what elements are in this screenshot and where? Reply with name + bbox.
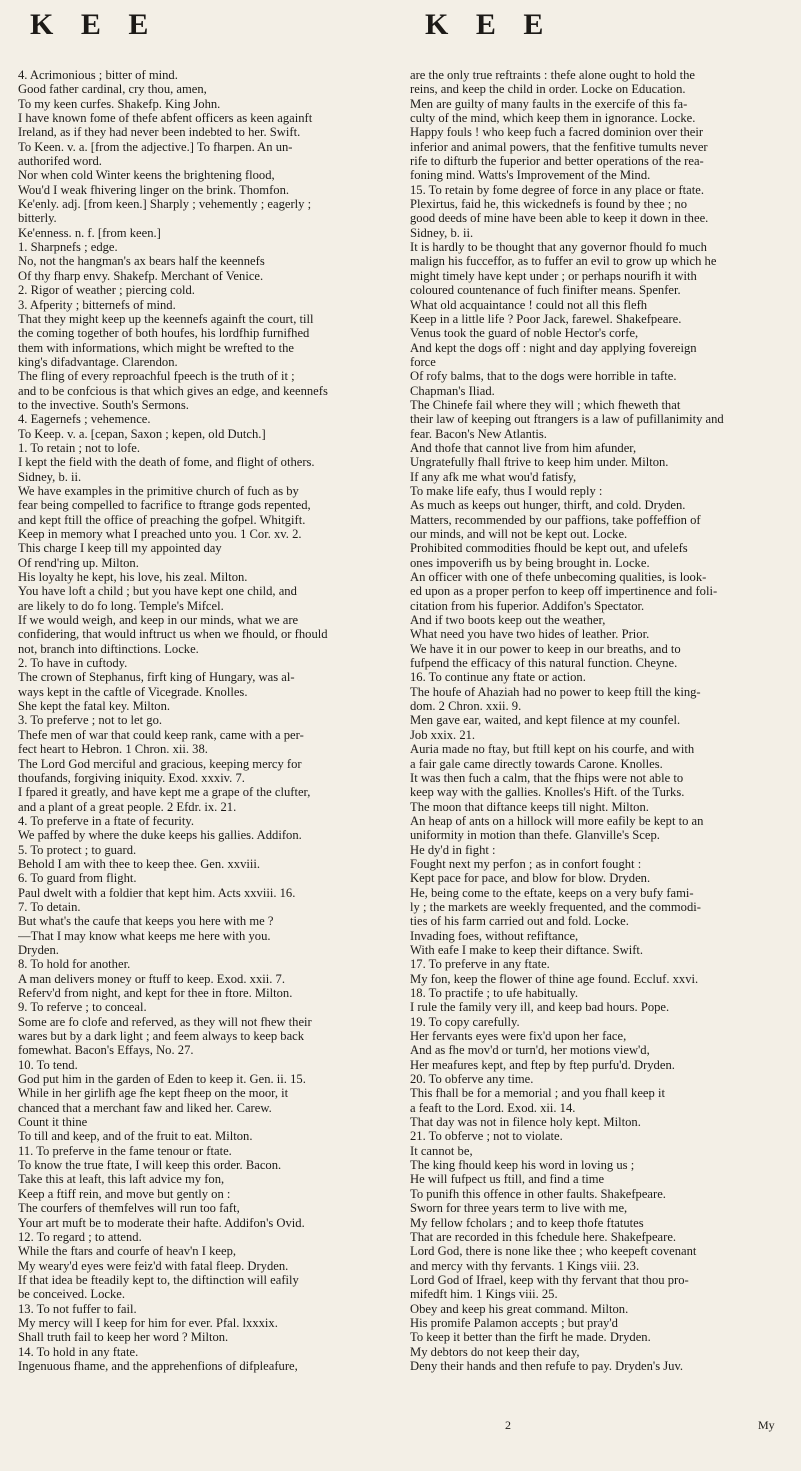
- text-line: dom. 2 Chron. xxii. 9.: [410, 699, 522, 714]
- text-line: Keep a ftiff rein, and move but gently on :: [18, 1186, 231, 1201]
- text-line: Her meafures kept, and ftep by ftep purfu'd. Dryden.: [410, 1057, 675, 1072]
- text-line: Happy fouls ! who keep fuch a facred dominion over their: [410, 125, 704, 140]
- catchword: My: [758, 1418, 775, 1432]
- text-line: That are recorded in this fchedule here. Shakefpeare.: [410, 1229, 677, 1244]
- text-line: We have examples in the primitive church of fuch as by: [18, 483, 299, 498]
- text-line: What need you have two hides of leather. Prior.: [410, 627, 650, 642]
- text-line: culty of the mind, which keep them in ignorance. Locke.: [410, 111, 696, 126]
- text-line: Deny their hands and then refufe to pay. Dryden's Juv.: [410, 1358, 684, 1373]
- text-line: To punifh this offence in other faults. Shakefpeare.: [410, 1186, 666, 1201]
- text-line: 5. To protect ; to guard.: [18, 842, 137, 857]
- text-line: fect heart to Hebron. 1 Chron. xii. 38.: [18, 742, 208, 757]
- text-line: 18. To practife ; to ufe habitually.: [410, 986, 579, 1000]
- text-line: Lord God, there is none like thee ; who keepeft covenant: [410, 1244, 697, 1259]
- text-line: keep way with the gallies. Knolles's Hift. of the Turks.: [410, 785, 685, 800]
- text-line: To know the true ftate, I will keep this order. Bacon.: [18, 1158, 282, 1173]
- text-line: citation from his fuperior. Addifon's Spectator.: [410, 598, 645, 613]
- text-line: Dryden.: [18, 942, 59, 957]
- text-line: Plexirtus, faid he, this wickednefs is found by thee ; no: [410, 197, 688, 212]
- text-line: I rule the family very ill, and keep bad hours. Pope.: [410, 1000, 670, 1015]
- text-line: 14. To hold in any ftate.: [18, 1344, 139, 1359]
- text-line: Prohibited commodities fhould be kept out, and ufelefs: [410, 541, 688, 556]
- text-line: Wou'd I weak fhivering linger on the brink. Thomfon.: [18, 182, 290, 197]
- text-line: good deeds of mine have been able to keep it down in thee.: [410, 211, 709, 226]
- text-line: Count it thine: [18, 1115, 88, 1130]
- text-line: ties of his farm carried out and fold. Locke.: [410, 914, 629, 929]
- text-line: 3. Afperity ; bitternefs of mind.: [18, 297, 176, 312]
- page-footer: [0, 1418, 801, 1458]
- text-line: Obey and keep his great command. Milton.: [410, 1301, 629, 1316]
- text-line: confidering, that would inftruct us when we fhould, or fhould: [18, 627, 328, 642]
- text-line: and a plant of a great people. 2 Efdr. ix. 21.: [18, 799, 237, 814]
- text-line: foning mind. Watts's Improvement of the Mind.: [410, 168, 651, 183]
- text-line: —That I may know what keeps me here with you.: [18, 928, 271, 943]
- text-line: Auria made no ftay, but ftill kept on his courfe, and with: [410, 742, 695, 757]
- text-line: be conceived. Locke.: [18, 1287, 125, 1302]
- text-line: fear. Bacon's New Atlantis.: [410, 426, 547, 441]
- text-line: them with informations, which might be wrefted to the: [18, 340, 294, 355]
- text-line: and to be confcious is that which gives an edge, and keennefs: [18, 383, 328, 398]
- text-line: Matters, recommended by our paffions, take poffeffion of: [410, 512, 701, 527]
- text-line: Take this at leaft, this laft advice my fon,: [18, 1172, 225, 1187]
- text-line: Sidney, b. ii.: [410, 225, 474, 240]
- text-line: And if two boots keep out the weather,: [410, 613, 606, 628]
- text-line: He will fufpect us ftill, and find a time: [410, 1172, 605, 1187]
- text-line: 4. Eagernefs ; vehemence.: [18, 412, 151, 427]
- text-line: Of rend'ring up. Milton.: [18, 555, 139, 570]
- text-line: Ke'enly. adj. [from keen.] Sharply ; vehemently ; eagerly ;: [18, 197, 312, 212]
- text-line: If we would weigh, and keep in our minds, what we are: [18, 613, 299, 628]
- text-line: My mercy will I keep for him for ever. Pfal. lxxxix.: [18, 1315, 278, 1330]
- text-line: To my keen curfes. Shakefp. King John.: [18, 96, 221, 111]
- text-line: 20. To obferve any time.: [410, 1072, 534, 1087]
- text-line: fomewhat. Bacon's Effays, No. 27.: [18, 1043, 194, 1058]
- text-line: might timely have kept under ; or perhaps nourifh it with: [410, 268, 697, 283]
- text-line: and kept ftill the office of preaching the gofpel. Whitgift.: [18, 512, 306, 527]
- text-line: He dy'd in fight :: [410, 842, 496, 857]
- text-line: My fon, keep the flower of thine age found. Eccluf. xxvi.: [410, 971, 699, 986]
- text-line: 7. To detain.: [18, 899, 81, 914]
- text-line: reins, and keep the child in order. Locke on Education.: [410, 82, 686, 97]
- text-line: 8. To hold for another.: [18, 957, 131, 972]
- text-line: Ke'enness. n. f. [from keen.]: [18, 225, 161, 240]
- text-line: 6. To guard from flight.: [18, 871, 137, 886]
- text-line: You have loft a child ; but you have kept one child, and: [18, 584, 297, 599]
- text-line: The Lord God merciful and gracious, keeping mercy for: [18, 756, 302, 771]
- text-line: 4. Acrimonious ; bitter of mind.: [18, 68, 178, 82]
- page-header: [0, 8, 801, 48]
- text-line: chanced that a merchant faw and liked her. Carew.: [18, 1100, 272, 1115]
- text-line: fufpend the efficacy of this natural function. Cheyne.: [410, 656, 678, 671]
- text-line: 4. To preferve in a ftate of fecurity.: [18, 813, 195, 828]
- text-line: 2. To have in cuftody.: [18, 656, 128, 671]
- text-line: This fhall be for a memorial ; and you fhall keep it: [410, 1086, 665, 1101]
- text-line: Of rofy balms, that to the dogs were horrible in tafte.: [410, 369, 677, 384]
- text-line: are the only true reftraints : thefe alone ought to hold the: [410, 68, 696, 82]
- text-line: Shall truth fail to keep her word ? Milton.: [18, 1330, 229, 1345]
- text-line: our minds, and will not be kept out. Locke.: [410, 527, 628, 541]
- text-line: Chapman's Iliad.: [410, 383, 495, 398]
- text-line: With eafe I make to keep their diftance. Swift.: [410, 942, 644, 957]
- text-line: Lord God of Ifrael, keep with thy fervant that thou pro-: [410, 1272, 689, 1287]
- text-line: No, not the hangman's ax bears half the keennefs: [18, 254, 265, 269]
- text-line: inferior and animal powers, that the fenfitive tumults never: [410, 139, 708, 154]
- text-line: Referv'd from night, and kept for thee in ftore. Milton.: [18, 986, 293, 1000]
- text-line: The fling of every reproachful fpeech is the truth of it ;: [18, 369, 295, 384]
- text-line: My weary'd eyes were feiz'd with fatal fleep. Dryden.: [18, 1258, 289, 1273]
- text-line: Keep in a little life ? Poor Jack, farewel. Shakefpeare.: [410, 311, 682, 326]
- right-column: [410, 68, 782, 1373]
- text-line: their law of keeping out ftrangers is a law of pufillanimity and: [410, 412, 724, 427]
- running-head-right: K E E: [425, 8, 554, 41]
- text-line: Invading foes, without refiftance,: [410, 928, 579, 943]
- text-line: His loyalty he kept, his love, his zeal. Milton.: [18, 570, 248, 585]
- text-line: The moon that diftance keeps till night. Milton.: [410, 799, 649, 814]
- text-line: Kept pace for pace, and blow for blow. Dryden.: [410, 871, 651, 886]
- text-line: An heap of ants on a hillock will more eafily be kept to an: [410, 813, 704, 828]
- text-line: The crown of Stephanus, firft king of Hungary, was al-: [18, 670, 295, 685]
- text-line: Keep in memory what I preached unto you. 1 Cor. xv. 2.: [18, 527, 302, 541]
- text-line: Paul dwelt with a foldier that kept him. Acts xxviii. 16.: [18, 885, 296, 900]
- text-line: the coming together of both houfes, his lordfhip furnifhed: [18, 326, 310, 341]
- text-line: a feaft to the Lord. Exod. xii. 14.: [410, 1100, 576, 1115]
- text-line: mifedft him. 1 Kings viii. 25.: [410, 1287, 558, 1302]
- text-line: The Chinefe fail where they will ; which fheweth that: [410, 397, 681, 412]
- text-line: Some are fo clofe and referved, as they will not fhew their: [18, 1014, 312, 1029]
- text-line: It is hardly to be thought that any governor fhould fo much: [410, 240, 707, 255]
- text-line: The courfers of themfelves will run too faft,: [18, 1201, 240, 1216]
- text-line: king's difadvantage. Clarendon.: [18, 354, 178, 369]
- text-line: are likely to do fo long. Temple's Mifcel.: [18, 598, 224, 613]
- text-line: To keep it better than the firft he made. Dryden.: [410, 1330, 651, 1345]
- text-line: Job xxix. 21.: [410, 727, 476, 742]
- text-line: We paffed by where the duke keeps his gallies. Addifon.: [18, 828, 302, 843]
- text-line: bitterly.: [18, 211, 57, 226]
- text-line: Fought next my perfon ; as in confort fought :: [410, 856, 642, 871]
- text-line: Good father cardinal, cry thou, amen,: [18, 82, 207, 97]
- text-line: wares but by a dark light ; and feem always to keep back: [18, 1029, 305, 1044]
- text-line: a fair gale came directly towards Carone. Knolles.: [410, 756, 663, 771]
- text-line: force: [410, 354, 436, 369]
- text-line: 13. To not fuffer to fail.: [18, 1301, 137, 1316]
- text-line: 1. Sharpnefs ; edge.: [18, 240, 118, 255]
- text-line: Sworn for three years term to live with me,: [410, 1201, 628, 1216]
- text-line: 9. To referve ; to conceal.: [18, 1000, 147, 1015]
- signature-mark: 2: [505, 1418, 511, 1432]
- text-line: thoufands, forgiving iniquity. Exod. xxxiv. 7.: [18, 770, 245, 785]
- text-line: and mercy with thy fervants. 1 Kings viii. 23.: [410, 1258, 640, 1273]
- text-line: 19. To copy carefully.: [410, 1014, 520, 1029]
- text-line: Sidney, b. ii.: [18, 469, 82, 484]
- text-line: 3. To preferve ; not to let go.: [18, 713, 163, 728]
- text-line: I have known fome of thefe abfent officers as keen againft: [18, 111, 313, 126]
- text-line: 2. Rigor of weather ; piercing cold.: [18, 283, 195, 298]
- text-line: Your art muft be to moderate their hafte. Addifon's Ovid.: [18, 1215, 305, 1230]
- text-line: And as fhe mov'd or turn'd, her motions view'd,: [410, 1043, 650, 1058]
- text-line: If that idea be fteadily kept to, the diftinction will eafily: [18, 1272, 299, 1287]
- text-line: An officer with one of thefe unbecoming qualities, is look-: [410, 570, 707, 585]
- text-line: It cannot be,: [410, 1143, 473, 1158]
- text-line: Ingenuous fhame, and the apprehenfions of difpleafure,: [18, 1358, 298, 1373]
- running-head-left: K E E: [30, 8, 159, 41]
- text-line: To make life eafy, thus I would reply :: [410, 483, 603, 498]
- text-line: 17. To preferve in any ftate.: [410, 957, 550, 972]
- text-line: 11. To preferve in the fame tenour or ftate.: [18, 1143, 232, 1158]
- text-line: Ireland, as if they had never been indebted to her. Swift.: [18, 125, 301, 140]
- text-line: As much as keeps out hunger, thirft, and cold. Dryden.: [410, 498, 686, 513]
- text-line: While in her girlifh age fhe kept fheep on the moor, it: [18, 1086, 289, 1101]
- text-line: To till and keep, and of the fruit to eat. Milton.: [18, 1129, 253, 1144]
- text-line: coloured countenance of fuch finifter means. Spenfer.: [410, 283, 681, 298]
- text-line: It was then fuch a calm, that the fhips were not able to: [410, 770, 684, 785]
- text-line: Men gave ear, waited, and kept filence at my counfel.: [410, 713, 681, 728]
- text-line: That they might keep up the keennefs againft the court, till: [18, 311, 314, 326]
- text-line: malign his fucceffor, as to fuffer an evil to grow up which he: [410, 254, 717, 269]
- text-line: 21. To obferve ; not to violate.: [410, 1129, 563, 1144]
- text-line: The houfe of Ahaziah had no power to keep ftill the king-: [410, 684, 701, 699]
- text-line: ways kept in the caftle of Vicegrade. Knolles.: [18, 684, 248, 699]
- text-line: While the ftars and courfe of heav'n I keep,: [18, 1244, 237, 1259]
- text-line: To Keep. v. a. [cepan, Saxon ; kepen, old Dutch.]: [18, 426, 266, 441]
- text-line: ones impoverifh us by being brought in. Locke.: [410, 555, 650, 570]
- text-line: uniformity in motion than thefe. Glanville's Scep.: [410, 828, 660, 843]
- text-line: If any afk me what wou'd fatisfy,: [410, 469, 577, 484]
- text-line: And thofe that cannot live from him afunder,: [410, 440, 637, 455]
- text-line: Nor when cold Winter keens the brightening flood,: [18, 168, 275, 183]
- text-line: That day was not in filence holy kept. Milton.: [410, 1115, 641, 1130]
- text-line: ed upon as a proper perfon to keep off impertinence and foli-: [410, 584, 718, 599]
- text-line: We have it in our power to keep in our breaths, and to: [410, 641, 681, 656]
- text-line: Of thy fharp envy. Shakefp. Merchant of Venice.: [18, 268, 264, 283]
- text-line: Ungratefully fhall ftrive to keep him under. Milton.: [410, 455, 669, 470]
- text-line: Venus took the guard of noble Hector's corfe,: [410, 326, 639, 341]
- text-line: I fpared it greatly, and have kept me a grape of the clufter,: [18, 785, 311, 800]
- text-line: A man delivers money or ftuff to keep. Exod. xxii. 7.: [18, 971, 285, 986]
- left-column: [18, 68, 390, 1373]
- text-line: fear being compelled to facrifice to ftrange gods repented,: [18, 498, 311, 513]
- text-line: 16. To continue any ftate or action.: [410, 670, 586, 685]
- text-line: To Keen. v. a. [from the adjective.] To fharpen. An un-: [18, 139, 293, 154]
- text-line: But what's the caufe that keeps you here with me ?: [18, 914, 274, 929]
- text-line: My fellow fcholars ; and to keep thofe ftatutes: [410, 1215, 644, 1230]
- text-line: I kept the field with the death of fome, and flight of others.: [18, 455, 315, 470]
- text-line: My debtors do not keep their day,: [410, 1344, 580, 1359]
- text-line: rife to difturb the fuperior and better operations of the rea-: [410, 154, 704, 169]
- text-line: 12. To regard ; to attend.: [18, 1229, 142, 1244]
- text-line: The king fhould keep his word in loving us ;: [410, 1158, 635, 1173]
- text-line: not, branch into diftinctions. Locke.: [18, 641, 199, 656]
- text-line: Men are guilty of many faults in the exercife of this fa-: [410, 96, 688, 111]
- text-line: 15. To retain by fome degree of force in any place or ftate.: [410, 182, 705, 197]
- text-line: 10. To tend.: [18, 1057, 78, 1072]
- text-line: Behold I am with thee to keep thee. Gen. xxviii.: [18, 856, 261, 871]
- text-line: He, being come to the eftate, keeps on a very bufy fami-: [410, 885, 694, 900]
- text-line: His promife Palamon accepts ; but pray'd: [410, 1315, 618, 1330]
- text-line: to the invective. South's Sermons.: [18, 397, 189, 412]
- text-line: What old acquaintance ! could not all this flefh: [410, 297, 648, 312]
- text-line: ly ; the markets are weekly frequented, and the commodi-: [410, 899, 701, 914]
- text-line: authorifed word.: [18, 154, 102, 169]
- text-line: 1. To retain ; not to lofe.: [18, 440, 141, 455]
- text-line: God put him in the garden of Eden to keep it. Gen. ii. 15.: [18, 1072, 306, 1087]
- text-line: And kept the dogs off : night and day applying fovereign: [410, 340, 697, 355]
- text-line: She kept the fatal key. Milton.: [18, 699, 171, 714]
- text-line: This charge I keep till my appointed day: [18, 541, 222, 556]
- text-line: Her fervants eyes were fix'd upon her face,: [410, 1029, 627, 1044]
- text-line: Thefe men of war that could keep rank, came with a per-: [18, 727, 304, 742]
